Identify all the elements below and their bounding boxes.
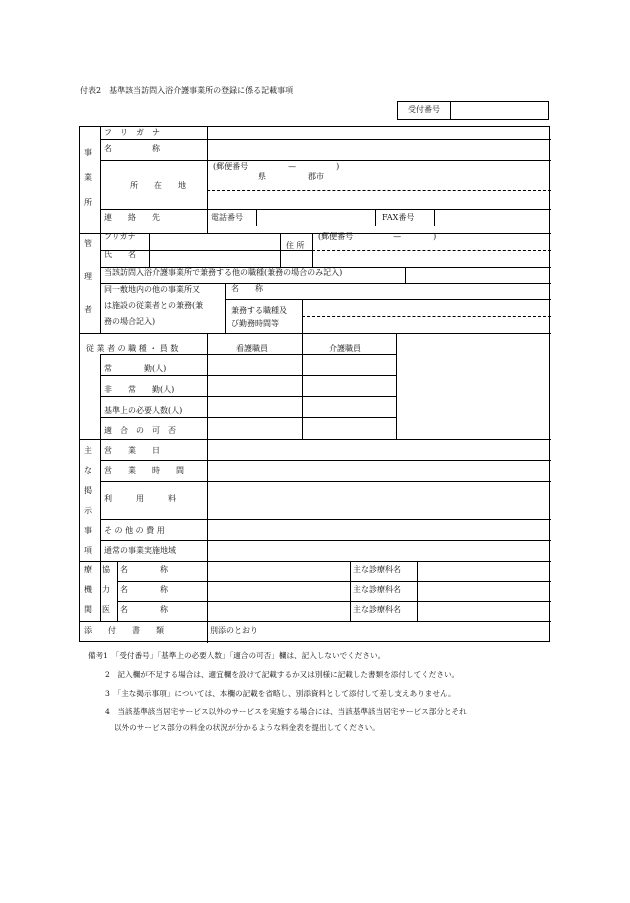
manager-furigana-label: フリガナ <box>104 232 136 241</box>
row-line <box>100 540 551 541</box>
manager-address-label: 住 所 <box>286 241 305 250</box>
office-side-2: 業 <box>84 173 92 182</box>
staff-row-compliance: 適 合 の 可 否 <box>104 426 176 435</box>
remark-4: 4 当該基準該当居宅サービス以外のサービスを実施する場合には、当該基準該当居宅サービス部分とそれ <box>105 707 467 716</box>
row-line <box>225 299 551 300</box>
service-area-label: 通常の事業実施地域 <box>104 546 176 555</box>
medical-side-5: 力 <box>102 585 110 594</box>
nurse-column-header: 看護職員 <box>236 344 268 353</box>
row-line <box>80 621 551 622</box>
row-line <box>100 396 396 397</box>
col-line <box>375 209 376 226</box>
dashed-line <box>302 316 551 317</box>
care-column-header: 介護職員 <box>329 344 361 353</box>
manager-postal-code[interactable]: (郵便番号 — ) <box>318 232 437 241</box>
receipt-number-label: 受付番号 <box>398 102 451 119</box>
staff-header: 従 業 者 の 職 種 ・ 員 数 <box>86 344 179 353</box>
main-side-5: 事 <box>84 526 92 535</box>
row-line <box>100 481 551 482</box>
usage-fee-label: 利 用 料 <box>104 494 176 503</box>
col-line <box>207 621 208 643</box>
fax-label: FAX番号 <box>382 213 415 222</box>
col-line <box>117 561 118 621</box>
row-line <box>100 139 551 140</box>
office-contact-label: 連 絡 先 <box>104 213 160 222</box>
dashed-line <box>312 250 551 251</box>
business-hours-label: 営 業 時 間 <box>104 466 184 475</box>
manager-name-label: 氏 名 <box>104 250 136 259</box>
row-line <box>100 209 551 210</box>
col-line <box>350 561 351 621</box>
medical-side-1: 療 <box>84 565 92 574</box>
form-title: 付表2 基準該当訪問入浴介護事業所の登録に係る記載事項 <box>80 86 294 95</box>
office-prefecture: 県 <box>258 172 266 181</box>
medical-side-3: 関 <box>84 605 92 614</box>
row-line <box>80 233 551 234</box>
office-postal-code[interactable]: (郵便番号 — ) <box>213 162 340 171</box>
main-side-4: 示 <box>84 506 92 515</box>
dashed-line <box>207 190 551 191</box>
office-city: 郡市 <box>308 172 324 181</box>
other-facility-name-label: 名 称 <box>231 284 263 293</box>
row-line <box>100 460 551 461</box>
col-line <box>256 209 257 226</box>
remark-2: 2 記入欄が不足する場合は、適宜欄を設けて記載するか又は別様に記載した書類を添付してください。 <box>105 670 460 679</box>
col-line <box>302 333 303 439</box>
business-days-label: 営 業 日 <box>104 446 160 455</box>
col-line <box>100 127 101 233</box>
row-line <box>100 160 551 161</box>
department-label-2: 主な診療科名 <box>353 585 401 594</box>
col-line <box>207 561 208 621</box>
main-side-2: な <box>84 466 92 475</box>
row-line <box>100 375 396 376</box>
office-side-1: 事 <box>84 148 92 157</box>
col-line <box>405 267 406 283</box>
row-line <box>80 333 551 334</box>
office-name-label: 名 称 <box>104 144 160 153</box>
row-line <box>117 581 551 582</box>
same-site-label-3: 務の場合記入) <box>104 317 156 326</box>
staff-row-required: 基準上の必要人数(人) <box>104 406 183 415</box>
staff-row-fulltime: 常 勤(人) <box>104 364 167 373</box>
department-label-1: 主な診療科名 <box>353 565 401 574</box>
row-line <box>117 601 551 602</box>
row-line <box>100 283 551 284</box>
medical-side-2: 機 <box>84 585 92 594</box>
row-line <box>100 519 551 520</box>
col-line <box>396 333 397 439</box>
hospital-name-label-3: 名 称 <box>120 605 168 614</box>
hospital-name-label-2: 名 称 <box>120 585 168 594</box>
manager-side-3: 者 <box>84 305 92 314</box>
col-line <box>100 561 101 621</box>
hospital-name-label-1: 名 称 <box>120 565 168 574</box>
col-line <box>225 283 226 333</box>
col-line <box>434 209 435 226</box>
phone-label: 電話番号 <box>211 213 243 222</box>
same-site-label-2: は施設の従業者との兼務(兼 <box>104 301 204 310</box>
manager-side-1: 管 <box>84 239 92 248</box>
staff-row-parttime: 非 常 勤(人) <box>104 385 175 394</box>
col-line <box>207 439 208 561</box>
row-line <box>80 439 551 440</box>
col-line <box>100 439 101 561</box>
col-line <box>207 127 208 233</box>
department-label-3: 主な診療科名 <box>353 605 401 614</box>
col-line <box>207 333 208 439</box>
remark-1: 備考1 「受付番号」「基準上の必要人数」「適合の可否」欄は、記入しないでください。 <box>88 651 386 660</box>
row-line <box>100 417 396 418</box>
office-address-label: 所 在 地 <box>130 181 186 190</box>
attachment-label: 添 付 書 類 <box>84 626 164 635</box>
same-site-label-1: 同一敷地内の他の事業所又 <box>104 285 200 294</box>
col-line <box>417 561 418 621</box>
attachment-value[interactable]: 別添のとおり <box>210 626 258 635</box>
dual-duty-label-1: 兼務する職種及 <box>231 306 287 315</box>
manager-side-2: 理 <box>84 272 92 281</box>
receipt-number-box[interactable] <box>397 101 549 120</box>
remark-3: 3 「主な掲示事項」については、本欄の記載を省略し、別添資料として添付して差し支えありません。 <box>105 689 456 698</box>
office-furigana-label: フ リ ガ ナ <box>104 128 160 137</box>
office-side-3: 所 <box>84 198 92 207</box>
other-duty-label: 当該訪問入浴介護事業所で兼務する他の職種(兼務の場合のみ記入) <box>104 268 343 277</box>
main-side-1: 主 <box>84 446 92 455</box>
row-line <box>100 354 396 355</box>
medical-side-6: 医 <box>102 605 110 614</box>
other-cost-label: そ の 他 の 費 用 <box>104 526 165 535</box>
remark-5: 以外のサービス部分の料金の状況が分かるような料金表を提出してください。 <box>114 723 380 732</box>
main-side-6: 項 <box>84 546 92 555</box>
main-side-3: 掲 <box>84 486 92 495</box>
row-line <box>80 561 551 562</box>
dual-duty-label-2: び勤務時間等 <box>231 319 279 328</box>
medical-side-4: 協 <box>102 565 110 574</box>
